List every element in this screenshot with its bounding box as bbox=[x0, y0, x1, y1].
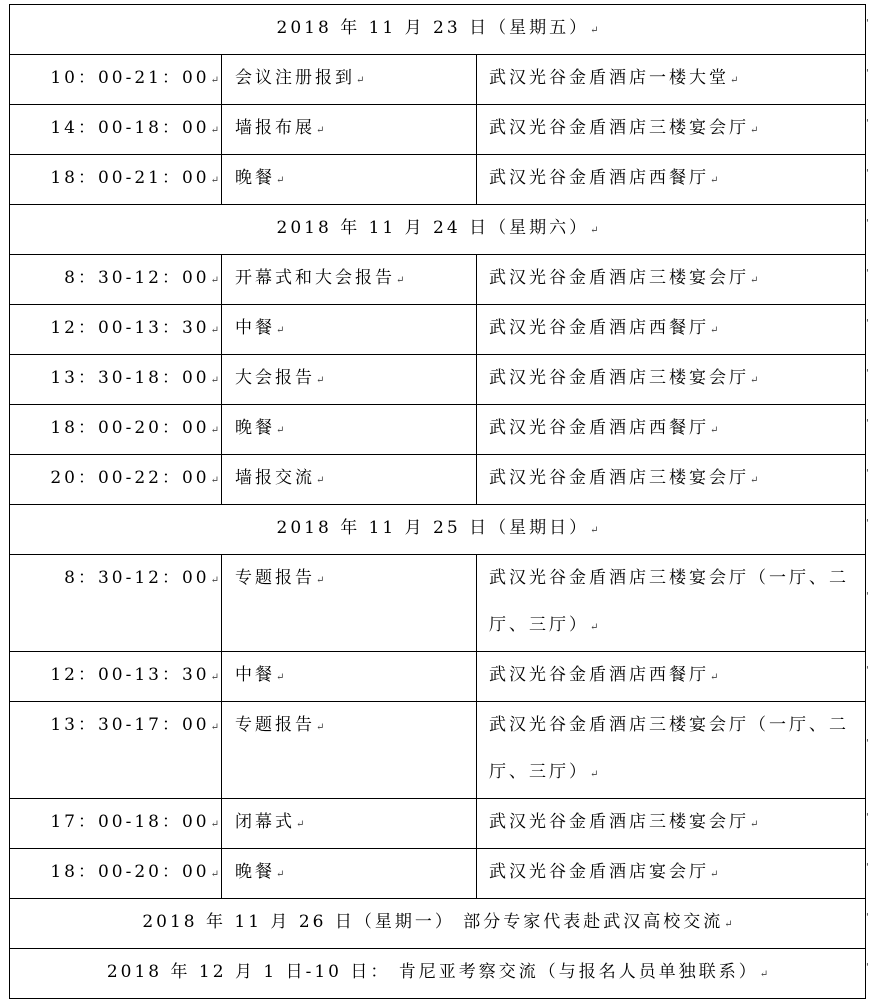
footer-cell: 2018 年 12 月 1 日-10 日： 肯尼亚考察交流（与报名人员单独联系）↵ bbox=[10, 949, 866, 999]
row-end-marker: ' bbox=[866, 367, 869, 379]
row-end-marker: ' bbox=[866, 17, 869, 29]
row-end-marker: ' bbox=[866, 467, 869, 479]
place-cell: 武汉光谷金盾酒店三楼宴会厅（一厅、二厅、三厅）↵ bbox=[477, 555, 866, 652]
day-header-cell: 2018 年 11 月 23 日（星期五）↵ bbox=[10, 5, 866, 55]
place-cell: 武汉光谷金盾酒店三楼宴会厅↵ bbox=[477, 255, 866, 305]
row-end-marker: ' bbox=[866, 517, 869, 529]
place-cell: 武汉光谷金盾酒店三楼宴会厅↵ bbox=[477, 105, 866, 155]
row-end-marker: ' bbox=[866, 217, 869, 229]
row-end-marker: ' bbox=[866, 267, 869, 279]
event-cell: 专题报告↵ bbox=[222, 555, 477, 652]
row-end-marker: ' bbox=[866, 811, 869, 823]
event-cell: 专题报告↵ bbox=[222, 702, 477, 799]
place-cell: 武汉光谷金盾酒店三楼宴会厅（一厅、二厅、三厅）↵ bbox=[477, 702, 866, 799]
time-cell: 10：00-21：00↵ bbox=[10, 55, 222, 105]
time-cell: 13：30-18：00↵ bbox=[10, 355, 222, 405]
schedule-row bbox=[10, 55, 866, 105]
schedule-row bbox=[10, 455, 866, 505]
schedule-row bbox=[10, 105, 866, 155]
time-cell: 8：30-12：00↵ bbox=[10, 255, 222, 305]
row-end-marker: ' bbox=[866, 317, 869, 329]
place-cell: 武汉光谷金盾酒店一楼大堂↵ bbox=[477, 55, 866, 105]
schedule-row bbox=[10, 255, 866, 305]
row-end-marker: ' bbox=[866, 861, 869, 873]
row-end-marker: ' bbox=[866, 664, 869, 676]
day-header-row bbox=[10, 505, 866, 555]
place-cell: 武汉光谷金盾酒店西餐厅↵ bbox=[477, 405, 866, 455]
place-cell: 武汉光谷金盾酒店三楼宴会厅↵ bbox=[477, 799, 866, 849]
event-cell: 晚餐↵ bbox=[222, 155, 477, 205]
footer-row bbox=[10, 899, 866, 949]
event-cell: 晚餐↵ bbox=[222, 405, 477, 455]
place-cell: 武汉光谷金盾酒店西餐厅↵ bbox=[477, 305, 866, 355]
row-end-marker: ' bbox=[866, 961, 869, 973]
schedule-row bbox=[10, 555, 866, 652]
row-end-marker: ' bbox=[866, 67, 869, 79]
day-header-row bbox=[10, 205, 866, 255]
schedule-row bbox=[10, 849, 866, 899]
schedule-row bbox=[10, 355, 866, 405]
day-header-row bbox=[10, 5, 866, 55]
event-cell: 墙报布展↵ bbox=[222, 105, 477, 155]
row-end-marker: ' bbox=[866, 117, 869, 129]
schedule-row bbox=[10, 305, 866, 355]
row-end-marker: ' bbox=[866, 738, 869, 749]
schedule-row bbox=[10, 155, 866, 205]
time-cell: 18：00-21：00↵ bbox=[10, 155, 222, 205]
schedule-table bbox=[9, 4, 866, 999]
place-cell: 武汉光谷金盾酒店西餐厅↵ bbox=[477, 652, 866, 702]
time-cell: 20：00-22：00↵ bbox=[10, 455, 222, 505]
time-cell: 18：00-20：00↵ bbox=[10, 849, 222, 899]
schedule-row bbox=[10, 799, 866, 849]
row-end-marker: ' bbox=[866, 911, 869, 923]
schedule-row bbox=[10, 652, 866, 702]
time-cell: 18：00-20：00↵ bbox=[10, 405, 222, 455]
place-cell: 武汉光谷金盾酒店三楼宴会厅↵ bbox=[477, 455, 866, 505]
time-cell: 14：00-18：00↵ bbox=[10, 105, 222, 155]
footer-row bbox=[10, 949, 866, 999]
row-end-marker: ' bbox=[866, 167, 869, 179]
event-cell: 大会报告↵ bbox=[222, 355, 477, 405]
event-cell: 中餐↵ bbox=[222, 652, 477, 702]
footer-cell: 2018 年 11 月 26 日（星期一） 部分专家代表赴武汉高校交流↵ bbox=[10, 899, 866, 949]
time-cell: 8：30-12：00↵ bbox=[10, 555, 222, 652]
time-cell: 12：00-13：30↵ bbox=[10, 652, 222, 702]
event-cell: 中餐↵ bbox=[222, 305, 477, 355]
time-cell: 17：00-18：00↵ bbox=[10, 799, 222, 849]
time-cell: 13：30-17：00↵ bbox=[10, 702, 222, 799]
event-cell: 开幕式和大会报告↵ bbox=[222, 255, 477, 305]
place-cell: 武汉光谷金盾酒店宴会厅↵ bbox=[477, 849, 866, 899]
row-end-marker: ' bbox=[866, 417, 869, 429]
schedule-row bbox=[10, 405, 866, 455]
schedule-row bbox=[10, 702, 866, 799]
time-cell: 12：00-13：30↵ bbox=[10, 305, 222, 355]
event-cell: 闭幕式↵ bbox=[222, 799, 477, 849]
event-cell: 晚餐↵ bbox=[222, 849, 477, 899]
place-cell: 武汉光谷金盾酒店西餐厅↵ bbox=[477, 155, 866, 205]
day-header-cell: 2018 年 11 月 25 日（星期日）↵ bbox=[10, 505, 866, 555]
row-end-marker: ' bbox=[866, 591, 869, 602]
event-cell: 墙报交流↵ bbox=[222, 455, 477, 505]
place-cell: 武汉光谷金盾酒店三楼宴会厅↵ bbox=[477, 355, 866, 405]
event-cell: 会议注册报到↵ bbox=[222, 55, 477, 105]
day-header-cell: 2018 年 11 月 24 日（星期六）↵ bbox=[10, 205, 866, 255]
